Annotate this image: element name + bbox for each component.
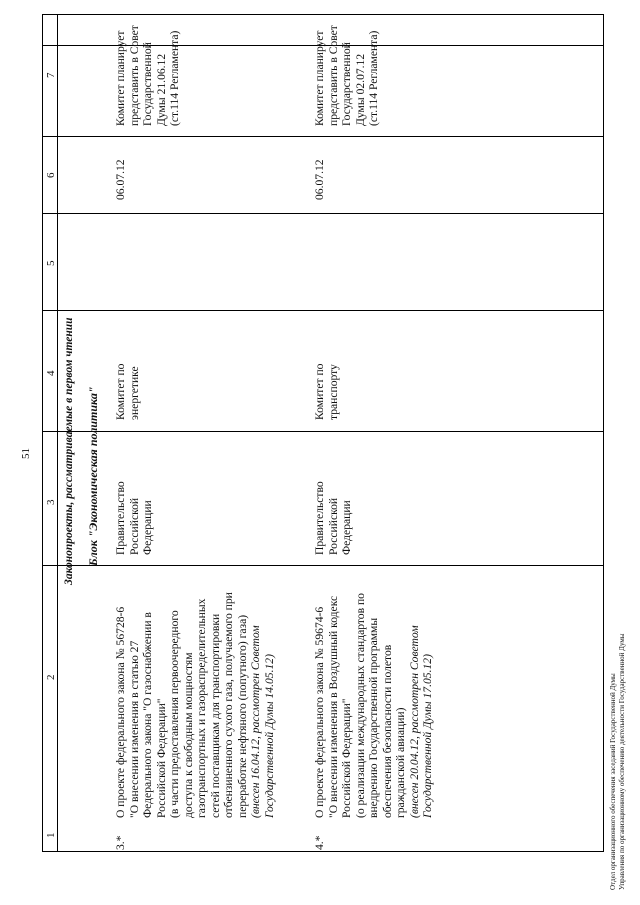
row-number-4: 4.* bbox=[313, 835, 326, 850]
bill-description-4: О проекте федерального закона № 59674-6 "О внесении изменения в Воздушный кодекс Российской Федерации" (о реализации международных стандартов по внедрению Государственной программы обеспечения безопасности полетов гражданской авиации) (внесен 20.04.12, рассмотрен Советом Государственной Думы 17.05.12) bbox=[313, 593, 435, 818]
column-number-7: 7 bbox=[45, 72, 57, 78]
column-number-2: 2 bbox=[45, 674, 57, 680]
column-number-5: 5 bbox=[45, 260, 57, 266]
column-number-4: 4 bbox=[45, 370, 57, 376]
block-title: Блок "Экономическая политика" bbox=[86, 386, 100, 566]
initiator-3: Правительство Российской Федерации bbox=[114, 481, 155, 555]
row-number-3: 3.* bbox=[114, 835, 127, 850]
initiator-4: Правительство Российской Федерации bbox=[313, 481, 354, 555]
column-number-1: 1 bbox=[45, 832, 57, 838]
footer-note: Отдел организационного обеспечения заседаний Государственной Думы Управления по организационному обеспечению деятельности Государственной Думы bbox=[609, 633, 626, 890]
committee-3: Комитет по энергетике bbox=[114, 363, 141, 420]
header-row-divider bbox=[57, 14, 58, 852]
section-title: Законопроекты, рассматриваемые в первом чтении bbox=[63, 317, 75, 585]
remark-3: Комитет планирует представить в Совет Государственной Думы 21.06.12 (ст.114 Регламента) bbox=[114, 25, 182, 126]
page-number: 51 bbox=[20, 448, 32, 459]
column-divider-5-6 bbox=[42, 213, 604, 214]
committee-4: Комитет по транспорту bbox=[313, 363, 340, 420]
column-number-3: 3 bbox=[45, 499, 57, 505]
column-divider-2-3 bbox=[42, 565, 604, 566]
column-number-6: 6 bbox=[45, 172, 57, 178]
remark-4: Комитет планирует представить в Совет Государственной Думы 02.07.12 (ст.114 Регламента) bbox=[313, 25, 381, 126]
column-divider-3-4 bbox=[42, 431, 604, 432]
date-3: 06.07.12 bbox=[114, 159, 127, 200]
column-divider-6-7 bbox=[42, 136, 604, 137]
date-4: 06.07.12 bbox=[313, 159, 326, 200]
bill-description-3: О проекте федерального закона № 56728-6 "О внесении изменения в статью 27 Федерального закона "О газоснабжении в Российской Федерации" (в части предоставления первоочередного доступа к свободным мощностям газотранспортных и газораспределительных сетей поставщикам для транспортировки отбензиненного сухого газа, получаемого при переработке нефтяного (попутного) газа) (внесен 16.04.12, рассмотрен Советом Государственной Думы 14.05.12) bbox=[114, 592, 277, 818]
column-divider-4-5 bbox=[42, 310, 604, 311]
